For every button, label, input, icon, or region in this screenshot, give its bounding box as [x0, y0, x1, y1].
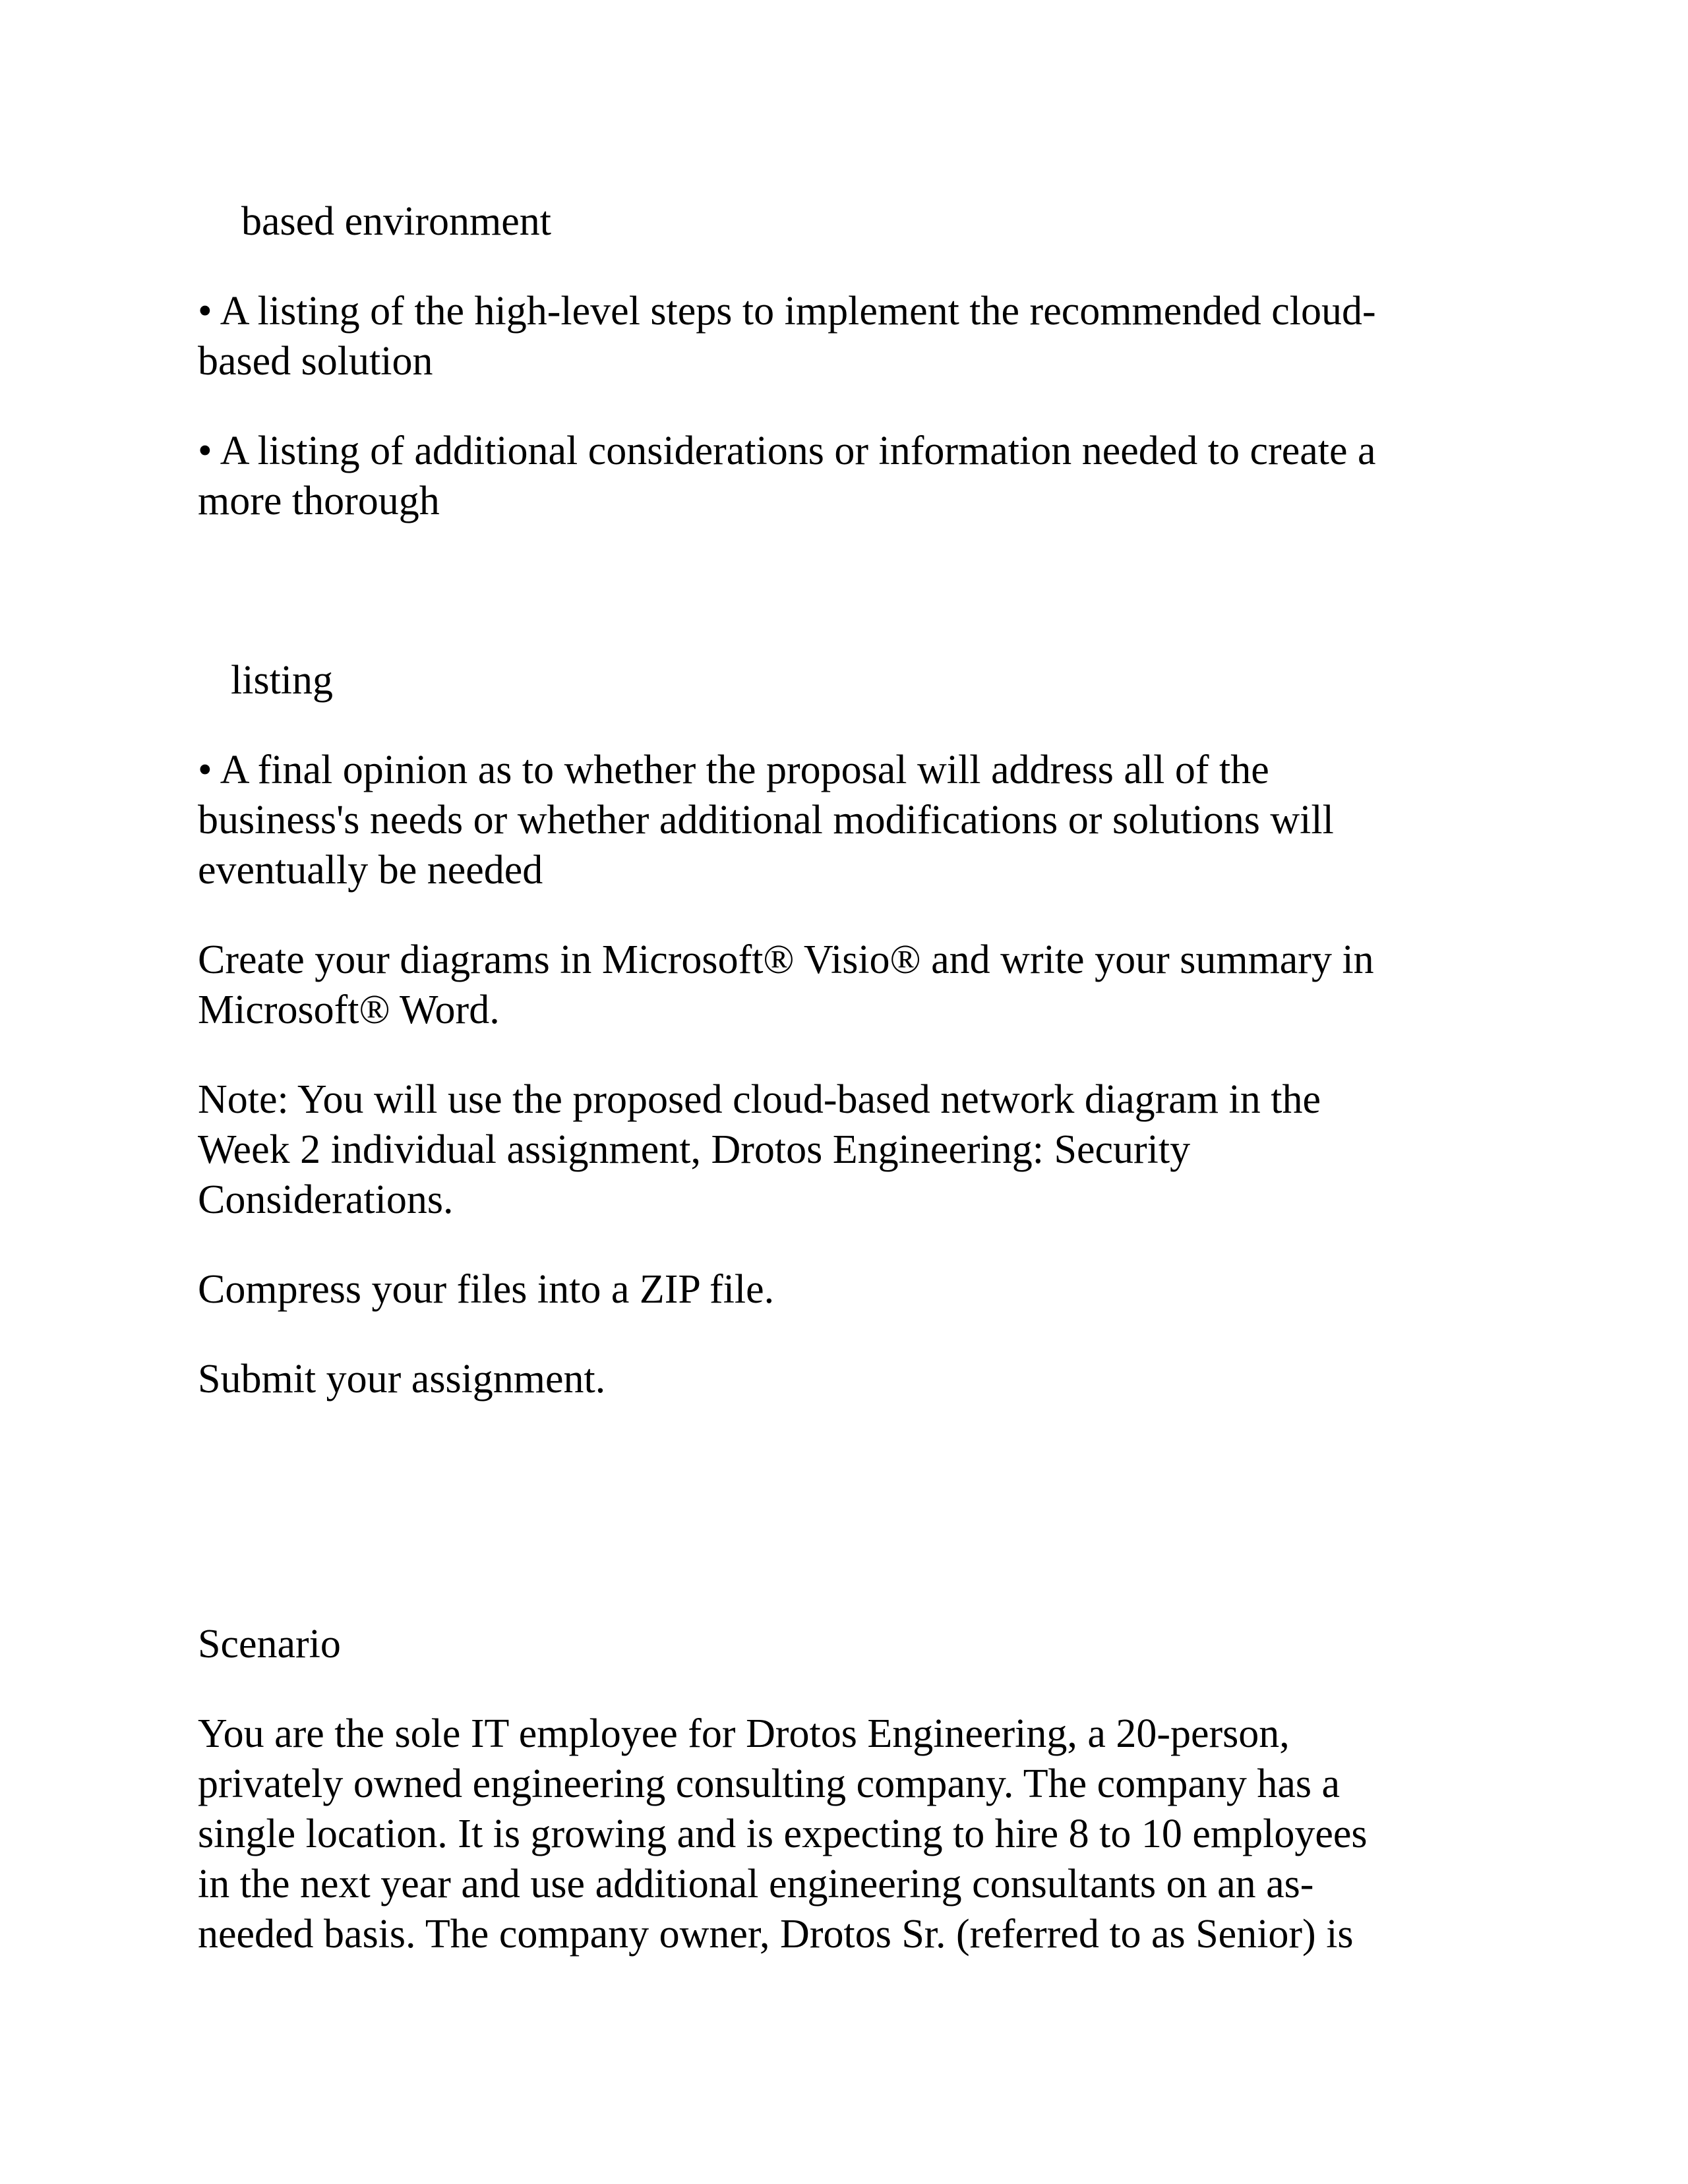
paragraph-note: Note: You will use the proposed cloud-based network diagram in the Week 2 individual assignment, Drotos Engineering: Security Considerations. [198, 1077, 1321, 1222]
paragraph-compress-files: Compress your files into a ZIP file. [198, 1267, 775, 1312]
bullet-high-level-steps: • A listing of the high-level steps to implement the recommended cloud- based solution [198, 289, 1376, 384]
bullet-additional-considerations: • A listing of additional considerations or information needed to create a more thorough [198, 428, 1376, 523]
paragraph-based-environment: based environment [241, 199, 552, 244]
bullet-final-opinion: • A final opinion as to whether the proposal will address all of the business's needs or whether additional modifications or solutions will eventually be needed [198, 748, 1334, 893]
paragraph-listing: listing [231, 658, 334, 703]
paragraph-scenario-body: You are the sole IT employee for Drotos Engineering, a 20-person, privately owned engineering consulting company. The company has a single location. It is growing and is expecting to hire 8 to 10 employees in the next year and use additional engineering consultants on an as- needed basis. The company owner, Drotos Sr. (referred to as Senior) is [198, 1711, 1368, 1957]
paragraph-submit: Submit your assignment. [198, 1357, 606, 1402]
paragraph-create-diagrams: Create your diagrams in Microsoft® Visio® and write your summary in Microsoft® Word. [198, 937, 1374, 1032]
document-page [198, 0, 1503, 2184]
heading-scenario: Scenario [198, 1622, 341, 1667]
